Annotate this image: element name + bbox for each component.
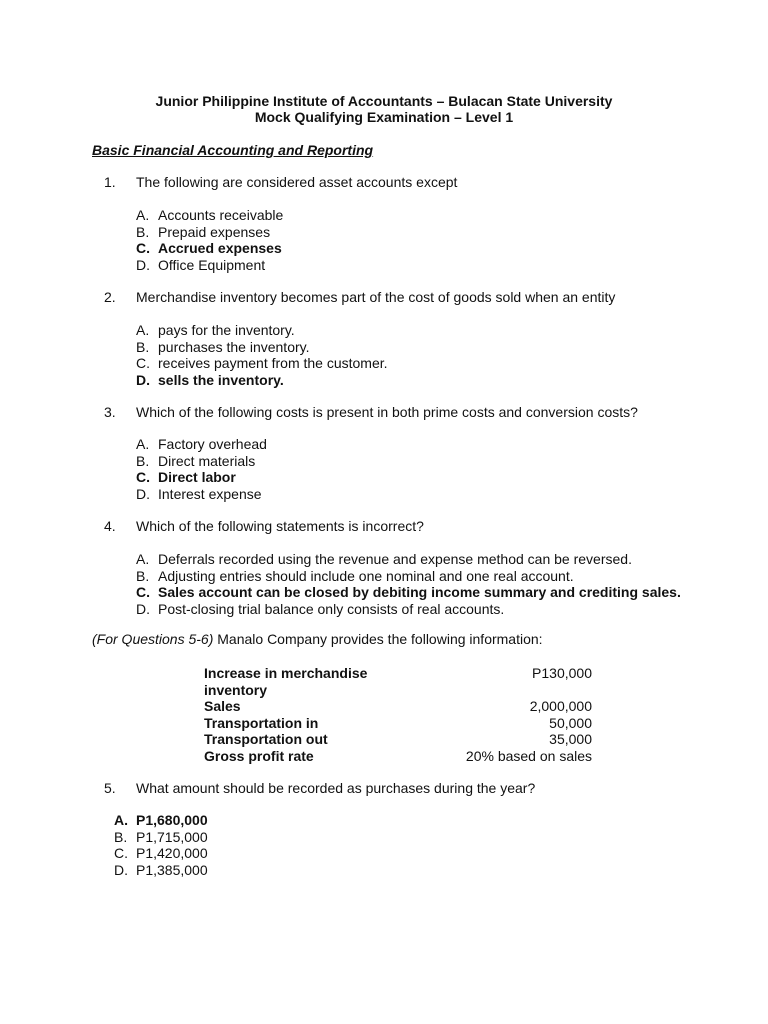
document-header	[0, 93, 768, 125]
question-number: 2.	[104, 289, 116, 305]
question-5-options	[114, 812, 208, 878]
option: B. Prepaid expenses	[136, 223, 271, 240]
question-text: The following are considered asset accounts except	[136, 174, 458, 190]
option: B. purchases the inventory.	[136, 338, 310, 355]
question-number: 3.	[104, 404, 116, 420]
question-text: Merchandise inventory becomes part of the cost of goods sold when an entity	[136, 289, 616, 305]
option: B. Direct materials	[136, 452, 256, 469]
option: C. receives payment from the customer.	[136, 355, 388, 371]
question-text: What amount should be recorded as purchases during the year?	[136, 780, 536, 796]
option: D. Interest expense	[136, 485, 262, 502]
header-institution: Junior Philippine Institute of Accountants – Bulacan State University	[155, 93, 613, 109]
header-exam-title: Mock Qualifying Examination – Level 1	[254, 109, 514, 125]
option: A. Deferrals recorded using the revenue and expense method can be reversed.	[136, 551, 632, 567]
question-1	[104, 174, 457, 190]
question-text: Which of the following costs is present in both prime costs and conversion costs?	[136, 404, 638, 420]
option: A. pays for the inventory.	[136, 322, 295, 338]
question-4	[104, 518, 424, 534]
option: B. P1,715,000	[114, 828, 208, 845]
questions-5-6-intro	[92, 631, 543, 647]
option: D. P1,385,000	[114, 861, 208, 878]
question-number: 5.	[104, 780, 116, 796]
company-info-table	[204, 665, 592, 764]
option: A. Factory overhead	[136, 436, 267, 452]
option-correct: C. Direct labor	[136, 469, 236, 485]
intro-text: Manalo Company provides the following information:	[213, 631, 543, 647]
question-number: 4.	[104, 518, 116, 534]
option: A. Accounts receivable	[136, 207, 284, 223]
question-text: Which of the following statements is incorrect?	[136, 518, 424, 534]
option-correct: D. sells the inventory.	[136, 371, 284, 388]
option: C. P1,420,000	[114, 845, 208, 861]
option: D. Office Equipment	[136, 256, 266, 273]
question-3	[104, 404, 638, 420]
table-row: Sales 2,000,000	[204, 698, 592, 714]
question-1-options	[136, 207, 283, 273]
table-row: Gross profit rate 20% based on sales	[204, 747, 592, 764]
question-2	[104, 289, 615, 305]
table-row: Increase in merchandise inventory P130,000	[204, 665, 592, 698]
question-number: 1.	[104, 174, 116, 190]
question-4-options	[136, 551, 681, 617]
table-row: Transportation out 35,000	[204, 731, 592, 747]
question-3-options	[136, 436, 267, 502]
option-correct: C. Sales account can be closed by debiting income summary and crediting sales.	[136, 584, 681, 600]
option-correct: A. P1,680,000	[114, 812, 208, 828]
option: B. Adjusting entries should include one nominal and one real account.	[136, 567, 574, 584]
intro-reference: (For Questions 5-6)	[92, 631, 214, 647]
option-correct: C. Accrued expenses	[136, 240, 282, 256]
question-5	[104, 780, 535, 796]
question-2-options	[136, 322, 388, 388]
option: D. Post-closing trial balance only consists of real accounts.	[136, 600, 505, 617]
section-title: Basic Financial Accounting and Reporting	[92, 142, 374, 158]
table-row: Transportation in 50,000	[204, 714, 592, 731]
